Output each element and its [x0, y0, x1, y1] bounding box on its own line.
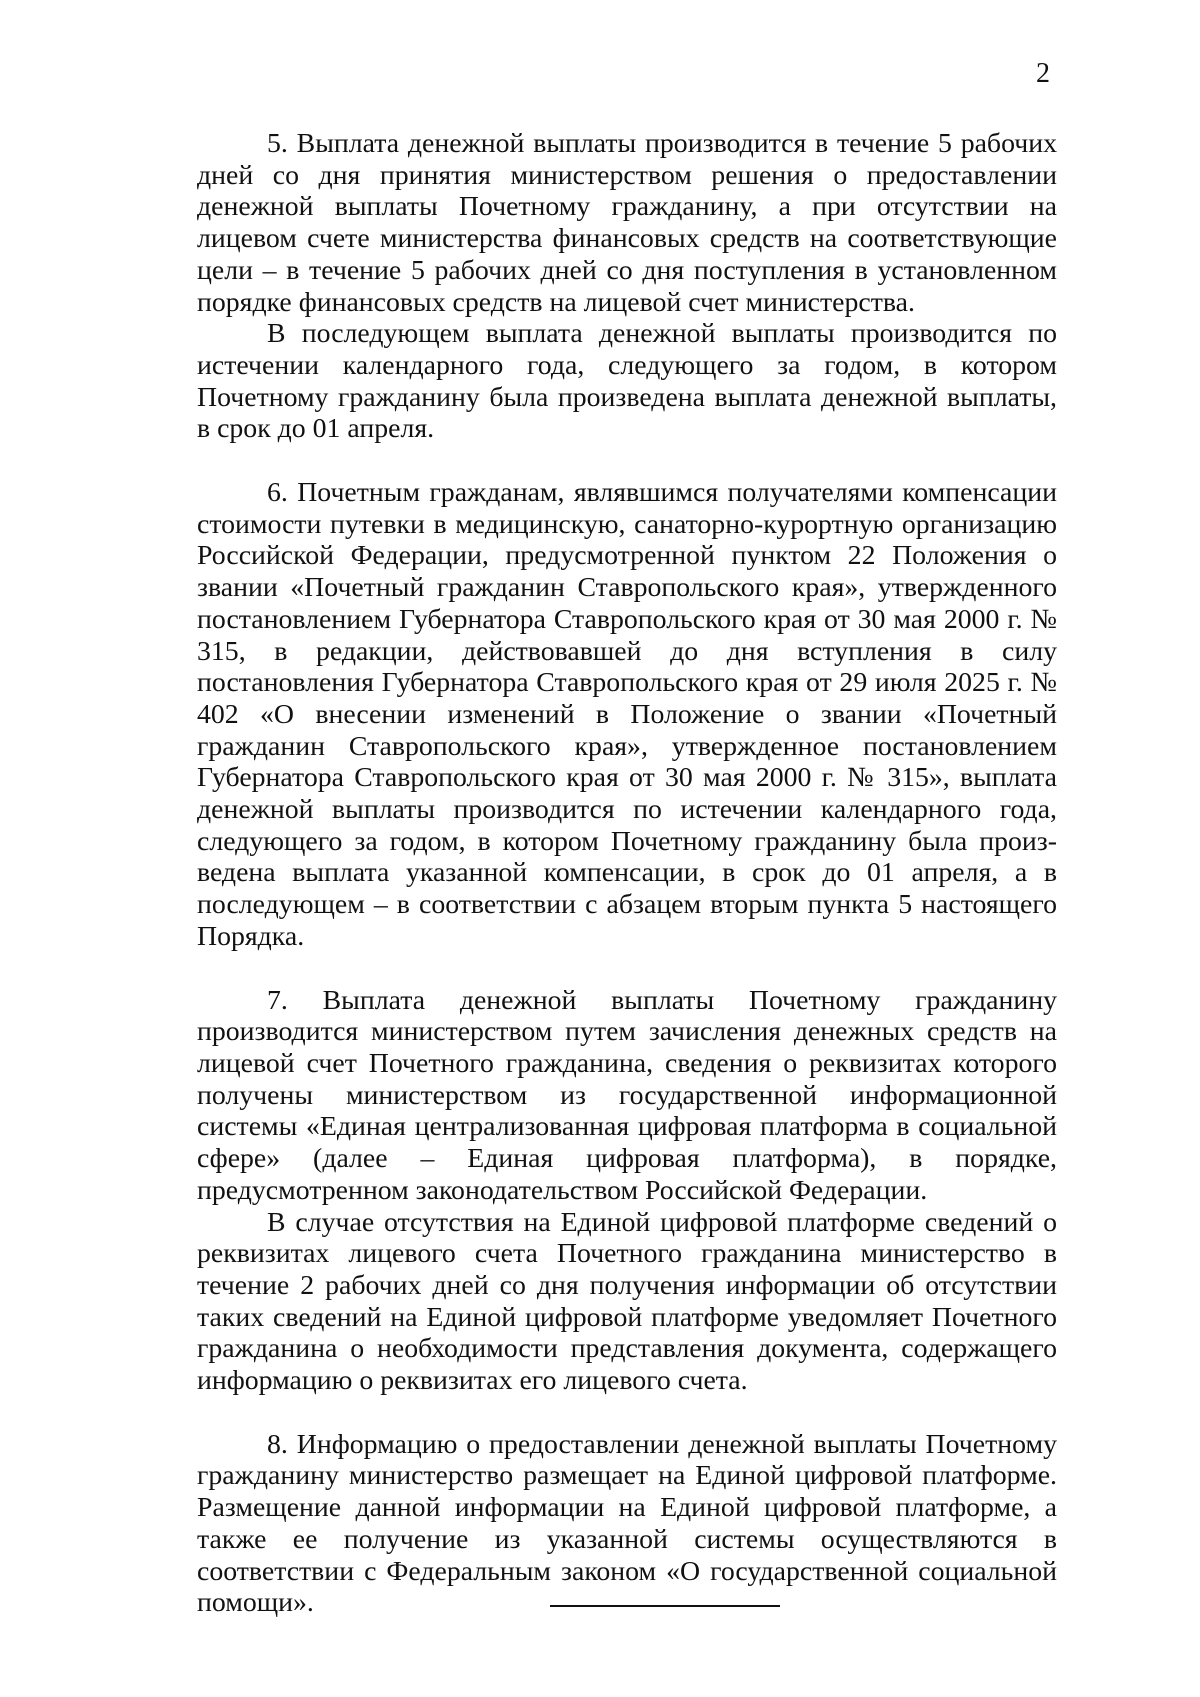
paragraph-6: 6. Почетным гражданам, являвшимся получателями компенсации стоимости путевки в медицинскую, санаторно-курортную организацию Российской Федерации, предусмотренной пунктом 22 Положения о звании «Почетный гражданин Ставропольского края», утвержденного постановлением Губернатора Ставропольского края от 30 мая 2000 г. № 315, в редакции, действовавшей до дня вступления в силу постановления Губернатора Ставропольского края от 29 июля 2025 г. № 402 «О внесении изменений в Положение о звании «Почетный гражданин Ставропольского края», утвержденное постановлением Губернатора Ставропольского края от 30 мая 2000 г. № 315», выплата денежной выплаты производится по истечении календарного года, следующего за годом, в котором Почетному гражданину была произведена выплата указанной компенсации, в срок до 01 апреля, а в последующем – в соответствии с абзацем вторым пункта 5 настоящего Порядка. — [197, 477, 1057, 952]
document-body — [197, 128, 1057, 1619]
paragraph-5: 5. Выплата денежной выплаты производится в течение 5 рабочих дней со дня принятия министерством решения о предоставлении денежной выплаты Почетному гражданину, а при отсутствии на лицевом счете министерства финансовых средств на соответствующие цели – в течение 5 рабочих дней со дня поступления в установленном порядке финансовых средств на лицевой счет министерства. — [197, 128, 1057, 318]
paragraph-5-continuation: В последующем выплата денежной выплаты производится по истечении календарного года, следующего за годом, в котором Почетному гражданину была произведена выплата денежной выплаты, в срок до 01 апреля. — [197, 318, 1057, 445]
page-number: 2 — [1036, 58, 1050, 89]
paragraph-7-continuation: В случае отсутствия на Единой цифровой платформе сведений о реквизитах лицевого счета Почетного гражданина министерство в течение 2 рабочих дней со дня получения информации об отсутствии таких сведений на Единой цифровой платформе уведомляет Почетного гражданина о необходимости представления документа, содержащего информацию о реквизитах его лицевого счета. — [197, 1206, 1057, 1397]
paragraph-7: 7. Выплата денежной выплаты Почетному гражданину производится министерством путем зачисления денежных средств на лицевой счет Почетного гражданина, сведения о реквизитах которого получены министерством из государственной информационной системы «Единая централизованная цифровая платформа в социальной сфере» (далее – Единая цифровая платформа), в порядке, предусмотренном законодательством Российской Федерации. — [197, 984, 1057, 1206]
paragraph-8: 8. Информацию о предоставлении денежной выплаты Почетному гражданину министерство размещает на Единой цифровой платформе. Размещение данной информации на Единой цифровой платформе, а также ее получение из указанной системы осуществляются в соответствии с Федеральным законом «О государственной социальной помощи». — [197, 1428, 1057, 1619]
end-of-document-rule — [550, 1605, 780, 1607]
